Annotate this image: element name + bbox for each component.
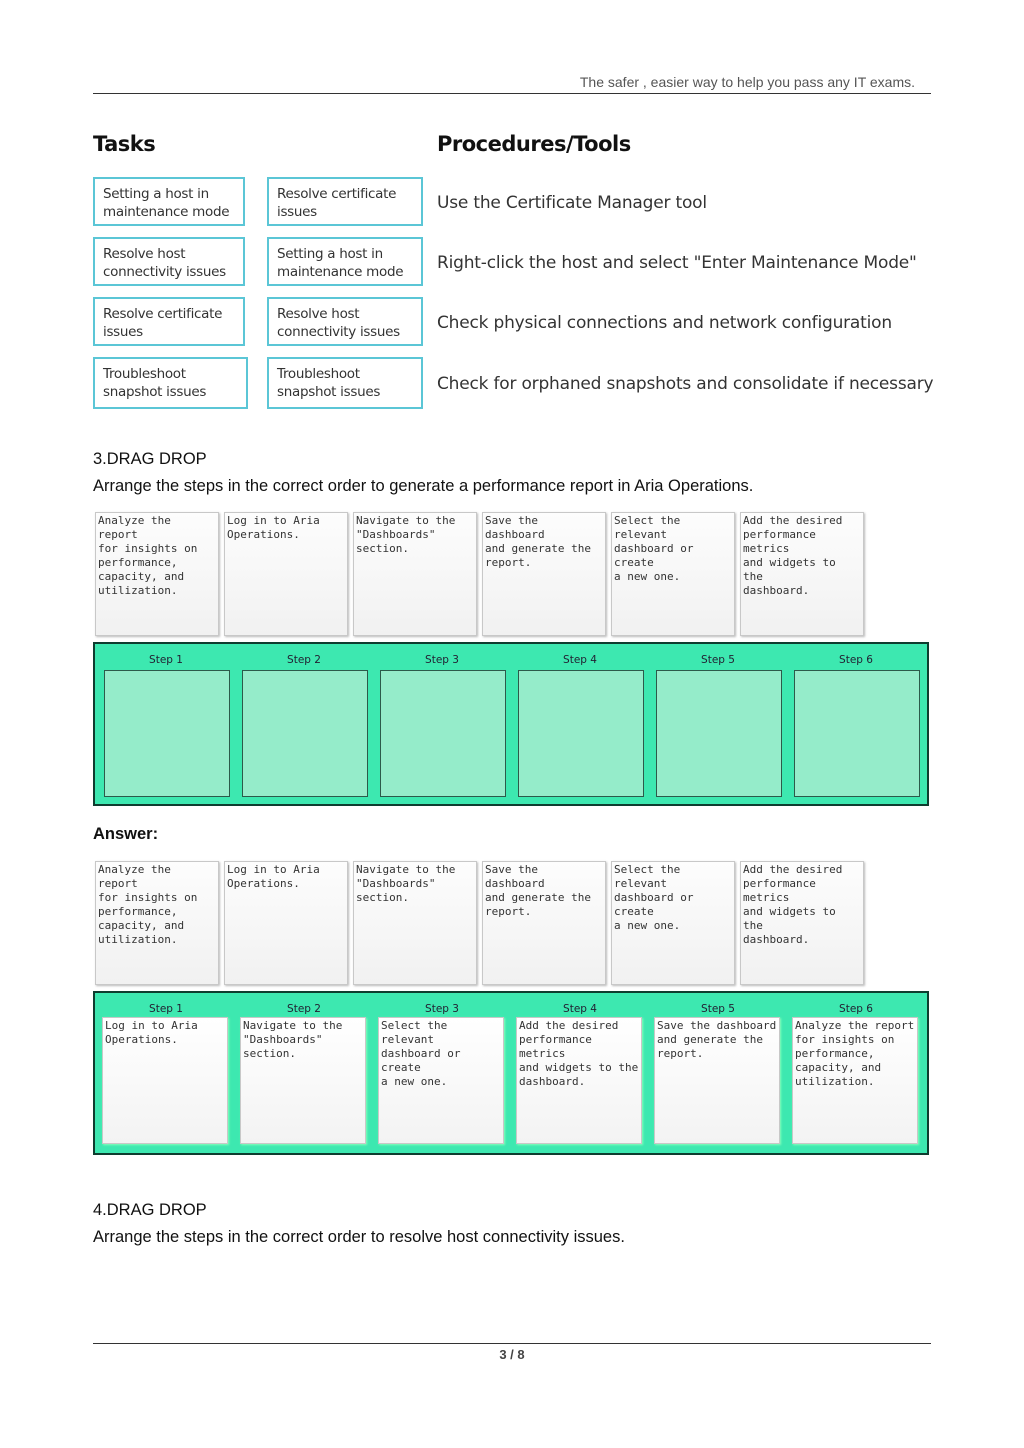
page-number: 3 / 8 xyxy=(499,1347,525,1362)
step-label: Step 6 xyxy=(839,1003,873,1015)
drag-card[interactable]: Add the desired performance metrics and widgets to the dashboard. xyxy=(740,512,864,636)
drag-card[interactable]: Save the dashboard and generate the report. xyxy=(482,861,606,985)
drag-card[interactable]: Analyze the report for insights on performance, capacity, and utilization. xyxy=(95,861,219,985)
task-box[interactable]: Setting a host in maintenance mode xyxy=(93,177,245,226)
header-tagline: The safer , easier way to help you pass any IT exams. xyxy=(579,74,915,90)
answer-step-card[interactable]: Add the desired performance metrics and widgets to the dashboard. xyxy=(516,1017,642,1144)
drag-card[interactable]: Log in to Aria Operations. xyxy=(224,861,348,985)
procedure-text: Check physical connections and network configuration xyxy=(437,313,892,333)
step-label: Step 5 xyxy=(701,654,735,666)
answer-task-box[interactable]: Troubleshoot snapshot issues xyxy=(267,357,423,409)
step-label: Step 6 xyxy=(839,654,873,666)
answer-label: Answer: xyxy=(93,825,159,843)
drag-card[interactable]: Log in to Aria Operations. xyxy=(224,512,348,636)
drag-source-row xyxy=(93,512,929,638)
step-label: Step 3 xyxy=(425,654,459,666)
step-drop-slot[interactable] xyxy=(518,670,644,797)
drag-card[interactable]: Analyze the report for insights on performance, capacity, and utilization. xyxy=(95,512,219,636)
drag-card[interactable]: Navigate to the "Dashboards" section. xyxy=(353,512,477,636)
step-label: Step 4 xyxy=(563,1003,597,1015)
drag-card[interactable]: Add the desired performance metrics and widgets to the dashboard. xyxy=(740,861,864,985)
answer-step-card[interactable]: Save the dashboard and generate the report. xyxy=(654,1017,780,1144)
footer-divider xyxy=(93,1343,931,1344)
procedure-text: Check for orphaned snapshots and consolidate if necessary xyxy=(437,374,934,394)
step-drop-slot[interactable] xyxy=(380,670,506,797)
task-box[interactable]: Resolve certificate issues xyxy=(93,297,245,346)
drag-card[interactable]: Navigate to the "Dashboards" section. xyxy=(353,861,477,985)
step-label: Step 1 xyxy=(149,654,183,666)
step-drop-slot[interactable] xyxy=(104,670,230,797)
step-drop-slot[interactable] xyxy=(656,670,782,797)
answer-task-box[interactable]: Resolve host connectivity issues xyxy=(267,297,423,346)
answer-task-box[interactable]: Setting a host in maintenance mode xyxy=(267,237,423,286)
answer-task-box[interactable]: Resolve certificate issues xyxy=(267,177,423,226)
task-box[interactable]: Resolve host connectivity issues xyxy=(93,237,245,286)
step-label: Step 2 xyxy=(287,1003,321,1015)
step-label: Step 4 xyxy=(563,654,597,666)
question4-title: 4.DRAG DROP xyxy=(93,1201,207,1219)
answer-step-panel xyxy=(93,991,929,1155)
answer-step-card[interactable]: Log in to Aria Operations. xyxy=(102,1017,228,1144)
step-label: Step 2 xyxy=(287,654,321,666)
step-drop-slot[interactable] xyxy=(242,670,368,797)
step-label: Step 5 xyxy=(701,1003,735,1015)
answer-step-card[interactable]: Select the relevant dashboard or create a new one. xyxy=(378,1017,504,1144)
tasks-heading: Tasks xyxy=(93,132,156,156)
question3-title: 3.DRAG DROP xyxy=(93,450,207,468)
header-divider xyxy=(93,93,931,94)
task-box[interactable]: Troubleshoot snapshot issues xyxy=(93,357,248,409)
step-label: Step 3 xyxy=(425,1003,459,1015)
procedure-text: Right-click the host and select "Enter Maintenance Mode" xyxy=(437,253,917,273)
drag-card[interactable]: Select the relevant dashboard or create a new one. xyxy=(611,861,735,985)
procedure-text: Use the Certificate Manager tool xyxy=(437,193,707,213)
answer-step-card[interactable]: Navigate to the "Dashboards" section. xyxy=(240,1017,366,1144)
answer-source-row xyxy=(93,861,929,987)
question4-text: Arrange the steps in the correct order to resolve host connectivity issues. xyxy=(93,1228,625,1246)
step-drop-panel xyxy=(93,642,929,806)
drag-card[interactable]: Save the dashboard and generate the report. xyxy=(482,512,606,636)
procedures-heading: Procedures/Tools xyxy=(437,132,631,156)
question3-text: Arrange the steps in the correct order to generate a performance report in Aria Operations. xyxy=(93,477,754,495)
drag-card[interactable]: Select the relevant dashboard or create a new one. xyxy=(611,512,735,636)
answer-step-card[interactable]: Analyze the report for insights on performance, capacity, and utilization. xyxy=(792,1017,918,1144)
step-label: Step 1 xyxy=(149,1003,183,1015)
step-drop-slot[interactable] xyxy=(794,670,920,797)
